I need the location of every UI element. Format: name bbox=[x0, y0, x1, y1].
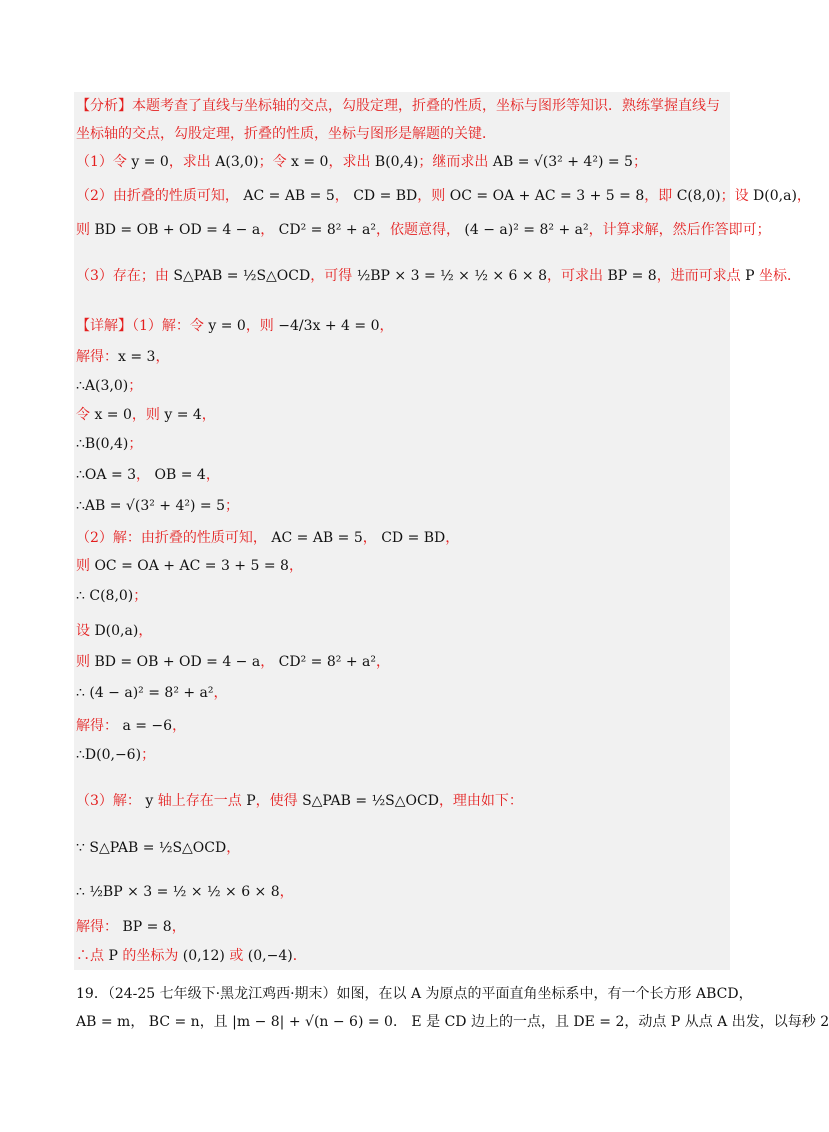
text-segment: ， bbox=[213, 685, 228, 701]
detail-line-10 bbox=[76, 586, 147, 606]
text-segment: ， bbox=[362, 530, 382, 546]
text-segment: ∴B(0,4) bbox=[76, 436, 129, 452]
text-segment: A bbox=[410, 986, 422, 1002]
text-segment: ∴OA = 3 bbox=[76, 467, 137, 483]
text-segment: ，则 bbox=[131, 407, 165, 423]
text-segment: ， bbox=[279, 884, 294, 900]
text-segment: y = 0 bbox=[208, 318, 246, 334]
text-segment: A(3,0) bbox=[215, 154, 259, 170]
text-segment: ； bbox=[128, 378, 143, 394]
text-segment: BD = OB + OD = 4 − a bbox=[94, 222, 261, 238]
text-segment: ， bbox=[260, 222, 279, 238]
text-segment: 【分析】本题考查了直线与坐标轴的交点，勾股定理，折叠的性质，坐标与图形等知识．熟练掌握直线与 bbox=[76, 98, 720, 114]
analysis-line-4 bbox=[76, 186, 811, 206]
text-segment: ∴ C(8,0) bbox=[76, 588, 134, 604]
detail-line-11 bbox=[76, 621, 152, 641]
text-segment: ． bbox=[392, 1014, 412, 1030]
text-segment: （2）由折叠的性质可知， bbox=[76, 188, 244, 204]
text-segment: 19．（24-25 七年级下·黑龙江鸡西·期末）如图，在以 bbox=[76, 986, 411, 1002]
text-segment: OB = 4 bbox=[154, 467, 206, 483]
text-segment: y = 4 bbox=[164, 407, 202, 423]
text-segment: x = 0 bbox=[291, 154, 329, 170]
detail-line-6 bbox=[76, 465, 220, 485]
text-segment: 坐标轴的交点，勾股定理，折叠的性质，坐标与图形是解题的关键． bbox=[76, 126, 496, 142]
text-segment: ，则 bbox=[417, 188, 450, 204]
text-segment: ∴D(0,−6) bbox=[76, 747, 142, 763]
text-segment: ∵ S△PAB = ½S△OCD bbox=[76, 840, 227, 856]
text-segment: ，可得 bbox=[310, 268, 357, 284]
text-segment: 【详解】（1）解：令 bbox=[76, 318, 209, 334]
text-segment: S△PAB = ½S△OCD bbox=[302, 793, 439, 809]
text-segment: ， bbox=[796, 188, 811, 204]
text-segment: 解得： bbox=[76, 919, 123, 935]
detail-line-14 bbox=[76, 716, 186, 736]
text-segment: 则 bbox=[76, 558, 95, 574]
detail-line-4 bbox=[76, 405, 216, 425]
text-segment: （3）存在；由 bbox=[76, 268, 174, 284]
detail-line-20 bbox=[76, 946, 307, 966]
text-segment: DE = 2 bbox=[573, 1014, 625, 1030]
text-segment: ，进而可求点 bbox=[656, 268, 746, 284]
text-segment: BD = OB + OD = 4 − a bbox=[94, 654, 261, 670]
text-segment: ， bbox=[334, 188, 354, 204]
text-segment: 为原点的平面直角坐标系中，有一个长方形 bbox=[421, 986, 697, 1002]
text-segment: ∴ ½BP × 3 = ½ × ½ × 6 × 8 bbox=[76, 884, 280, 900]
text-segment: −4/3x + 4 = 0 bbox=[278, 318, 380, 334]
text-segment: ，则 bbox=[245, 318, 279, 334]
text-segment: 则 bbox=[76, 222, 95, 238]
text-segment: ABCD bbox=[696, 986, 739, 1002]
text-segment: ； bbox=[128, 436, 143, 452]
text-segment: ， bbox=[201, 407, 216, 423]
text-segment: D(0,a) bbox=[753, 188, 797, 204]
text-segment: (4 − a)² = 8² + a² bbox=[464, 222, 589, 238]
text-segment: ；设 bbox=[720, 188, 754, 204]
text-segment: AC = AB = 5 bbox=[243, 188, 335, 204]
text-segment: OC = OA + AC = 3 + 5 = 8 bbox=[449, 188, 645, 204]
text-segment: x = 0 bbox=[94, 407, 132, 423]
text-segment: 出发，以每秒 2 bbox=[727, 1014, 829, 1030]
text-segment: ，求出 bbox=[328, 154, 375, 170]
text-segment: (0,12) bbox=[182, 948, 225, 964]
text-segment: BP = 8 bbox=[607, 268, 657, 284]
text-segment: B(0,4) bbox=[374, 154, 419, 170]
analysis-line-5 bbox=[76, 220, 771, 240]
text-segment: ，使得 bbox=[255, 793, 303, 809]
text-segment: ； bbox=[632, 154, 647, 170]
text-segment: ， bbox=[379, 318, 394, 334]
text-segment: D(0,a) bbox=[94, 623, 139, 639]
text-segment: ∴点 bbox=[76, 948, 109, 964]
text-segment: ∴AB = √(3² + 4²) = 5 bbox=[76, 498, 225, 514]
text-segment: E bbox=[411, 1014, 422, 1030]
text-segment: ；令 bbox=[258, 154, 292, 170]
text-segment: ½BP × 3 = ½ × ½ × 6 × 8 bbox=[356, 268, 547, 284]
text-segment: ， bbox=[260, 654, 279, 670]
detail-line-13 bbox=[76, 683, 228, 703]
text-segment: ， bbox=[130, 1014, 149, 1030]
text-segment: 解得： bbox=[76, 349, 118, 365]
text-segment: 轴上存在一点 bbox=[153, 793, 247, 809]
detail-line-9 bbox=[76, 556, 303, 576]
text-segment: y bbox=[145, 793, 154, 809]
analysis-line-2 bbox=[76, 124, 496, 144]
text-segment: 的坐标为 bbox=[117, 948, 183, 964]
text-segment: P bbox=[670, 1014, 681, 1030]
text-segment: 设 bbox=[76, 623, 95, 639]
detail-line-5 bbox=[76, 434, 142, 454]
detail-line-18 bbox=[76, 882, 294, 902]
text-segment: y = 0 bbox=[131, 154, 169, 170]
detail-line-19 bbox=[76, 917, 186, 937]
text-segment: BC = n bbox=[148, 1014, 200, 1030]
text-segment: CD² = 8² + a² bbox=[278, 222, 376, 238]
text-segment: ， bbox=[288, 558, 303, 574]
text-segment: ， bbox=[136, 467, 155, 483]
text-segment: P bbox=[108, 948, 118, 964]
text-segment: ∴A(3,0) bbox=[76, 378, 129, 394]
text-segment: ，可求出 bbox=[546, 268, 608, 284]
text-segment: |m − 8| + √(n − 6) = 0 bbox=[232, 1014, 393, 1030]
text-segment: 是 bbox=[421, 1014, 445, 1030]
text-segment: ． bbox=[292, 948, 307, 964]
text-segment: S△PAB = ½S△OCD bbox=[173, 268, 311, 284]
text-segment: （2）解：由折叠的性质可知， bbox=[76, 530, 272, 546]
text-segment: BP = 8 bbox=[122, 919, 172, 935]
detail-line-8 bbox=[76, 528, 459, 548]
text-segment: C(8,0) bbox=[676, 188, 721, 204]
text-segment: P bbox=[745, 268, 755, 284]
text-segment: ，理由如下： bbox=[438, 793, 523, 809]
analysis-line-6 bbox=[76, 266, 801, 286]
text-segment: （3）解： bbox=[76, 793, 146, 809]
problem-19-line-2 bbox=[76, 1012, 829, 1032]
text-segment: A bbox=[717, 1014, 728, 1030]
text-segment: ，即 bbox=[644, 188, 677, 204]
text-segment: (0,−4) bbox=[247, 948, 293, 964]
text-segment: a = −6 bbox=[122, 718, 173, 734]
problem-19-line-1 bbox=[76, 984, 753, 1004]
detail-line-7 bbox=[76, 496, 239, 516]
detail-line-1 bbox=[76, 316, 394, 336]
text-segment: ， bbox=[155, 349, 170, 365]
text-segment: 解得： bbox=[76, 718, 123, 734]
text-segment: 或 bbox=[224, 948, 248, 964]
text-segment: ； bbox=[141, 747, 156, 763]
text-segment: ∴ (4 − a)² = 8² + a² bbox=[76, 685, 214, 701]
text-segment: ；继而求出 bbox=[418, 154, 493, 170]
text-segment: AB = m bbox=[76, 1014, 131, 1030]
text-segment: ， bbox=[172, 718, 187, 734]
text-segment: ， bbox=[138, 623, 153, 639]
text-segment: CD = BD bbox=[381, 530, 446, 546]
text-segment: OC = OA + AC = 3 + 5 = 8 bbox=[94, 558, 289, 574]
text-segment: ，求出 bbox=[168, 154, 216, 170]
text-segment: x = 3 bbox=[118, 349, 156, 365]
text-segment: 坐标． bbox=[754, 268, 802, 284]
text-segment: CD bbox=[444, 1014, 467, 1030]
text-segment: ，且 bbox=[199, 1014, 233, 1030]
detail-line-3 bbox=[76, 376, 142, 396]
text-segment: 从点 bbox=[680, 1014, 718, 1030]
text-segment: ； bbox=[225, 498, 239, 514]
analysis-line-3 bbox=[76, 152, 647, 172]
text-segment: ， bbox=[205, 467, 220, 483]
detail-line-2 bbox=[76, 347, 169, 367]
text-segment: ， bbox=[226, 840, 241, 856]
text-segment: ， bbox=[171, 919, 186, 935]
text-segment: AB = √(3² + 4²) = 5 bbox=[492, 154, 633, 170]
text-segment: CD² = 8² + a² bbox=[278, 654, 376, 670]
text-segment: （1）令 bbox=[76, 154, 132, 170]
text-segment: ， bbox=[445, 530, 460, 546]
text-segment: P bbox=[246, 793, 256, 809]
text-segment: ，动点 bbox=[624, 1014, 671, 1030]
text-segment: ，依题意得， bbox=[375, 222, 465, 238]
text-segment: ； bbox=[133, 588, 148, 604]
text-segment: CD = BD bbox=[353, 188, 418, 204]
text-segment: ， bbox=[738, 986, 753, 1002]
detail-line-15 bbox=[76, 745, 155, 765]
detail-line-12 bbox=[76, 652, 390, 672]
detail-line-16 bbox=[76, 791, 523, 811]
text-segment: 边上的一点，且 bbox=[466, 1014, 574, 1030]
text-segment: 令 bbox=[76, 407, 95, 423]
text-segment: ，计算求解，然后作答即可； bbox=[588, 222, 771, 238]
text-segment: ， bbox=[375, 654, 390, 670]
text-segment: 则 bbox=[76, 654, 95, 670]
analysis-line-1 bbox=[76, 96, 720, 116]
text-segment: AC = AB = 5 bbox=[271, 530, 363, 546]
detail-line-17 bbox=[76, 838, 240, 858]
